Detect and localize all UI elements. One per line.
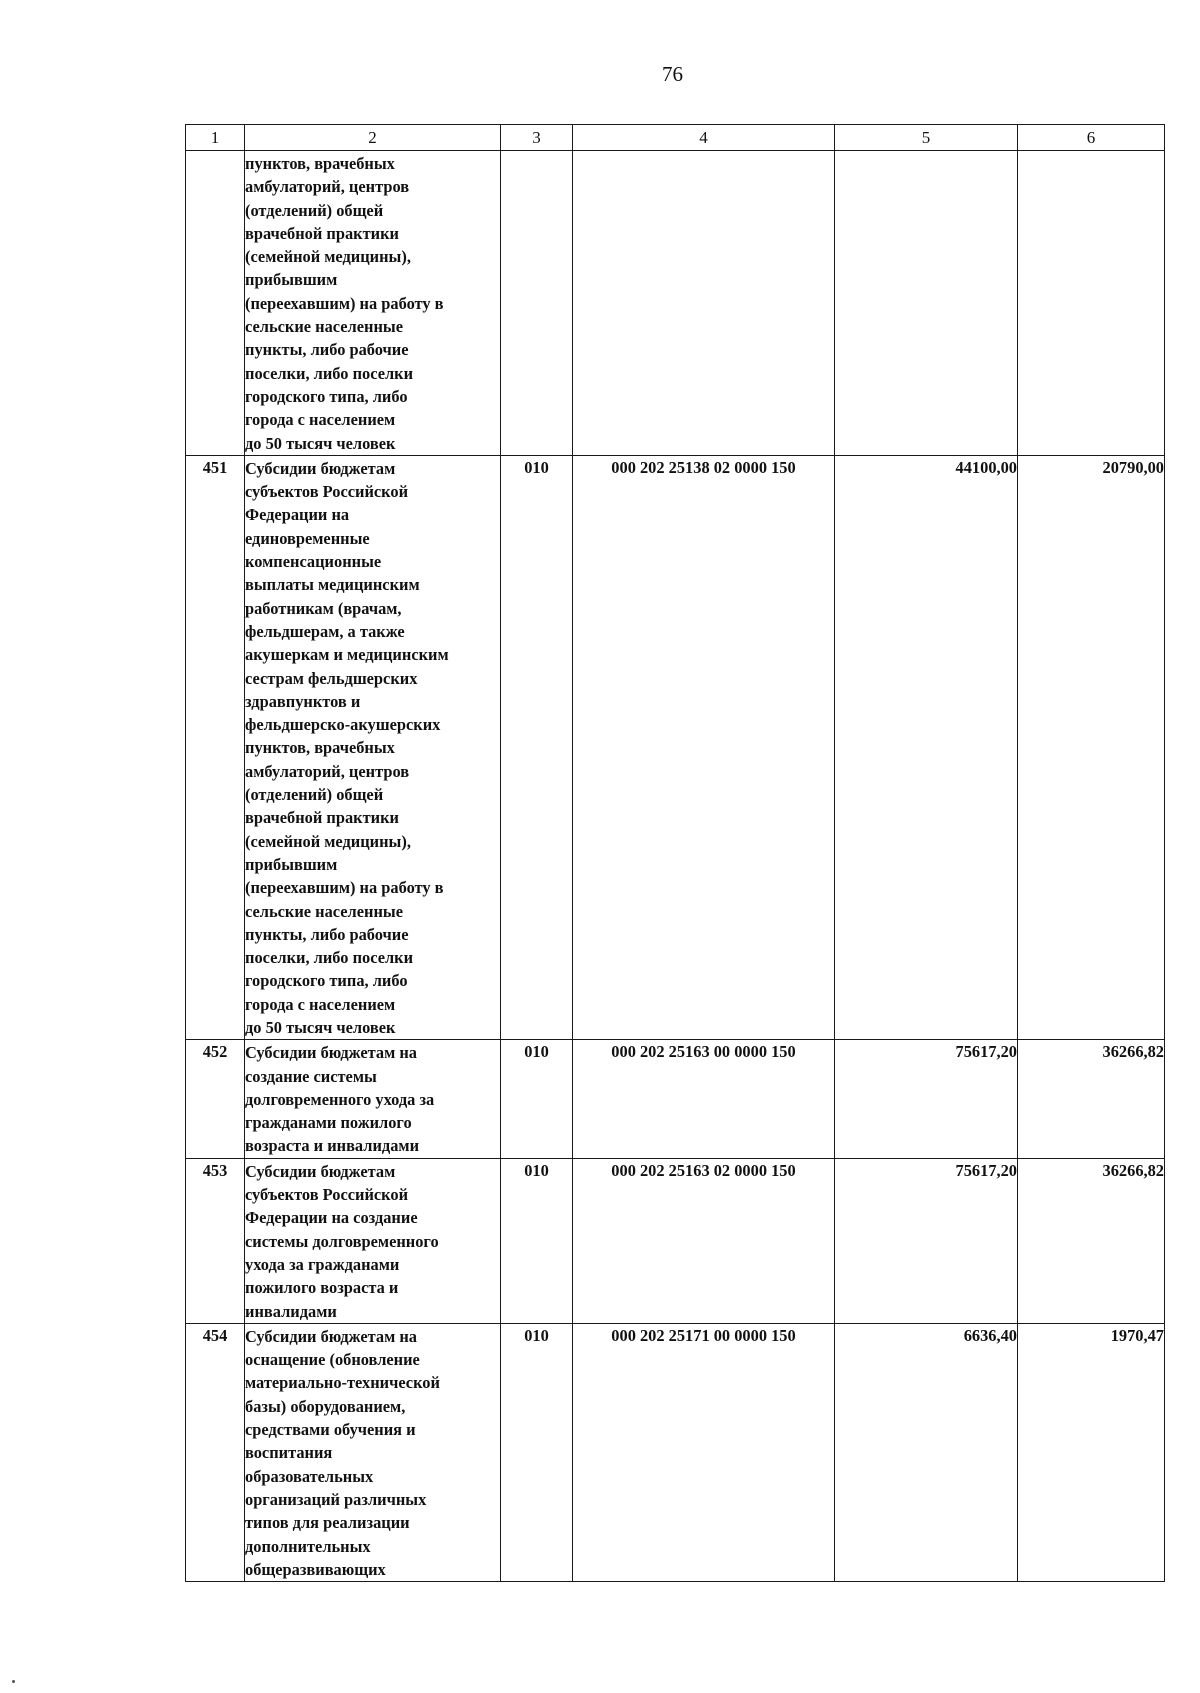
page-number: 76 xyxy=(662,62,683,86)
row-number: 454 xyxy=(186,1323,245,1581)
column-header: 1 xyxy=(186,125,245,151)
column-header: 5 xyxy=(835,125,1018,151)
row-number: 453 xyxy=(186,1158,245,1323)
admin-code: 010 xyxy=(501,455,573,1039)
row-number: 451 xyxy=(186,455,245,1039)
budget-table xyxy=(185,124,1165,1582)
amount-column-5: 44100,00 xyxy=(835,455,1018,1039)
table-row xyxy=(186,1040,1165,1158)
row-description: Субсидии бюджетам на создание системы долговременного ухода за гражданами пожилого возраста и инвалидами xyxy=(245,1040,501,1158)
amount-column-5: 75617,20 xyxy=(835,1158,1018,1323)
admin-code: 010 xyxy=(501,1040,573,1158)
row-description: Субсидии бюджетам на оснащение (обновление материально-технической базы) оборудованием, средствами обучения и воспитания образовательных организаций различных типов для реализации дополнительных общеразвивающих xyxy=(245,1323,501,1581)
amount-column-6 xyxy=(1018,151,1165,456)
budget-classification-code: 000 202 25163 00 0000 150 xyxy=(573,1040,835,1158)
table-row xyxy=(186,151,1165,456)
header-row xyxy=(186,125,1165,151)
row-description: пунктов, врачебных амбулаторий, центров (отделений) общей врачебной практики (семейной медицины), прибывшим (переехавшим) на работу в сельские населенные пункты, либо рабочие поселки, либо поселки городского типа, либо города с населением до 50 тысяч человек xyxy=(245,151,501,456)
amount-column-5: 6636,40 xyxy=(835,1323,1018,1581)
admin-code: 010 xyxy=(501,1323,573,1581)
table-row xyxy=(186,455,1165,1039)
amount-column-6: 20790,00 xyxy=(1018,455,1165,1039)
column-header: 2 xyxy=(245,125,501,151)
column-header: 6 xyxy=(1018,125,1165,151)
budget-classification-code: 000 202 25163 02 0000 150 xyxy=(573,1158,835,1323)
column-header: 4 xyxy=(573,125,835,151)
amount-column-5: 75617,20 xyxy=(835,1040,1018,1158)
table-row xyxy=(186,1158,1165,1323)
budget-classification-code: 000 202 25171 00 0000 150 xyxy=(573,1323,835,1581)
table-row xyxy=(186,1323,1165,1581)
budget-classification-code: 000 202 25138 02 0000 150 xyxy=(573,455,835,1039)
row-description: Субсидии бюджетам субъектов Российской Федерации на создание системы долговременного ухода за гражданами пожилого возраста и инвалидами xyxy=(245,1158,501,1323)
amount-column-6: 36266,82 xyxy=(1018,1040,1165,1158)
row-number: 452 xyxy=(186,1040,245,1158)
admin-code xyxy=(501,151,573,456)
column-header: 3 xyxy=(501,125,573,151)
amount-column-6: 36266,82 xyxy=(1018,1158,1165,1323)
admin-code: 010 xyxy=(501,1158,573,1323)
row-description: Субсидии бюджетам субъектов Российской Федерации на единовременные компенсационные выплаты медицинским работникам (врачам, фельдшерам, а также акушеркам и медицинским сестрам фельдшерских здравпунктов и фельдшерско-акушерских пунктов, врачебных амбулаторий, центров (отделений) общей врачебной практики (семейной медицины), прибывшим (переехавшим) на работу в сельские населенные пункты, либо рабочие поселки, либо поселки городского типа, либо города с населением до 50 тысяч человек xyxy=(245,455,501,1039)
row-number xyxy=(186,151,245,456)
amount-column-6: 1970,47 xyxy=(1018,1323,1165,1581)
scan-artifact-dot xyxy=(12,1680,15,1683)
amount-column-5 xyxy=(835,151,1018,456)
budget-classification-code xyxy=(573,151,835,456)
